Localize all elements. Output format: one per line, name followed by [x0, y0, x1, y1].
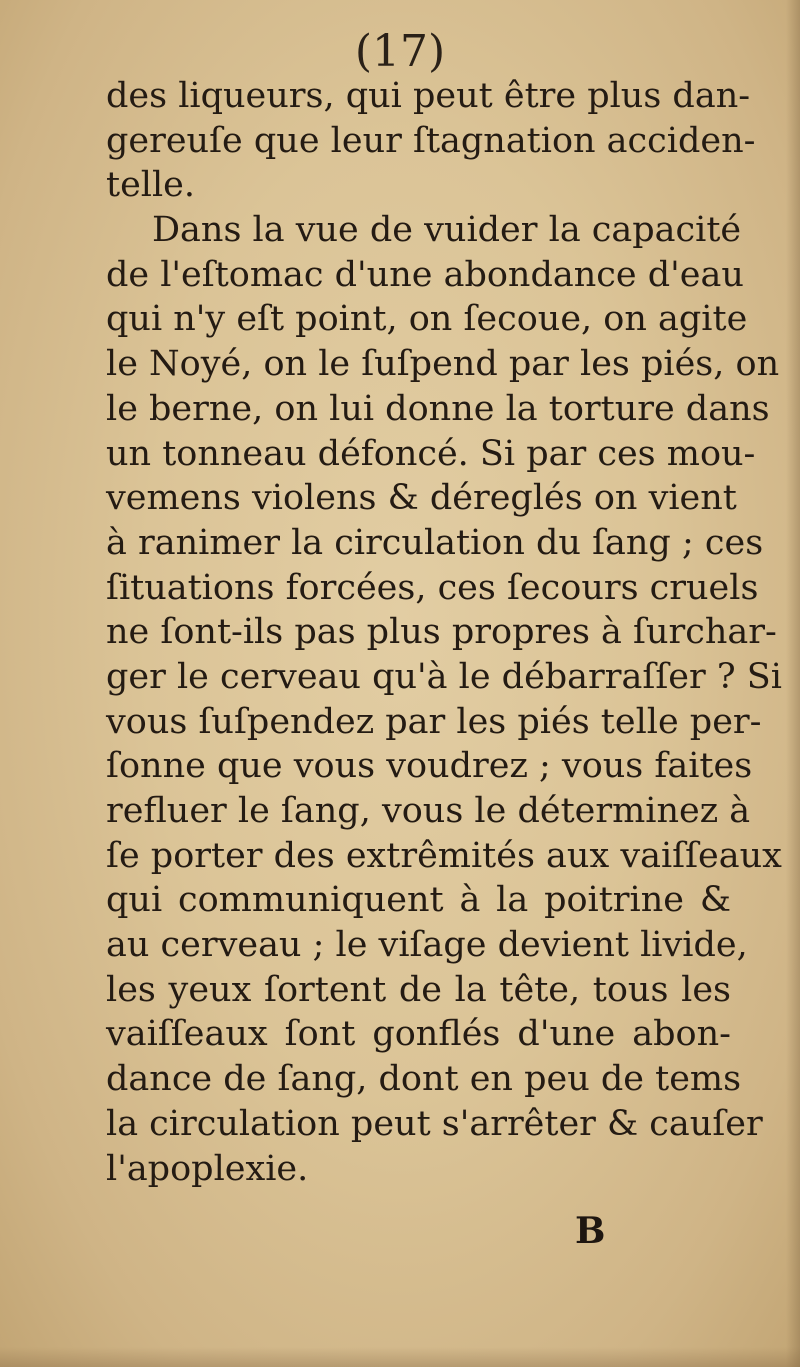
text-line: ſe porter des extrêmités aux vaiſſeaux [106, 835, 782, 876]
text-line: qui communiquent à la poitrine & [106, 880, 731, 921]
text-line: qui n'y eſt point, on ſecoue, on agite [106, 299, 748, 340]
body-text [106, 74, 782, 1191]
text-line: le berne, on lui donne la torture dans [106, 388, 770, 429]
text-line: refluer le ſang, vous le déterminez à [106, 791, 751, 831]
text-line: ne ſont-ils pas plus propres à ſurchar- [106, 612, 777, 653]
text-line: des liqueurs, qui peut être plus dan- [106, 76, 751, 116]
text-line: ger le cerveau qu'à le débarraſſer ? Si [106, 656, 782, 697]
text-line: ſonne que vous voudrez ; vous faites [106, 746, 753, 787]
text-line: les yeux ſortent de la tête, tous les [106, 969, 731, 1010]
page-edge-shadow-bottom [0, 1347, 800, 1367]
text-line: un tonneau défoncé. Si par ces mou- [106, 433, 756, 474]
page-number: (17) [354, 26, 446, 77]
text-line: de l'eſtomac d'une abondance d'eau [106, 254, 744, 295]
text-line: vous ſuſpendez par les piés telle per- [106, 701, 762, 742]
text-line: telle. [106, 165, 196, 206]
text-line: à ranimer la circulation du ſang ; ces [106, 522, 764, 563]
page-edge-shadow-right [786, 0, 800, 1367]
text-line: dance de ſang, dont en peu de tems [106, 1059, 742, 1100]
text-line: vaiſſeaux ſont gonflés d'une abon- [106, 1014, 731, 1055]
text-line: la circulation peut s'arrêter & cauſer [106, 1103, 763, 1144]
text-line: le Noyé, on le ſuſpend par les piés, on [106, 344, 780, 385]
paragraph-start-line: Dans la vue de vuider la capacité [152, 210, 742, 251]
text-line: vemens violens & déreglés on vient [106, 478, 737, 519]
text-line: ſituations forcées, ces ſecours cruels [106, 567, 759, 608]
signature-mark: B [575, 1210, 606, 1252]
text-line: gereuſe que leur ſtagnation acciden- [106, 120, 756, 161]
text-line: l'apoplexie. [106, 1148, 309, 1189]
text-line: au cerveau ; le viſage devient livide, [106, 925, 748, 966]
